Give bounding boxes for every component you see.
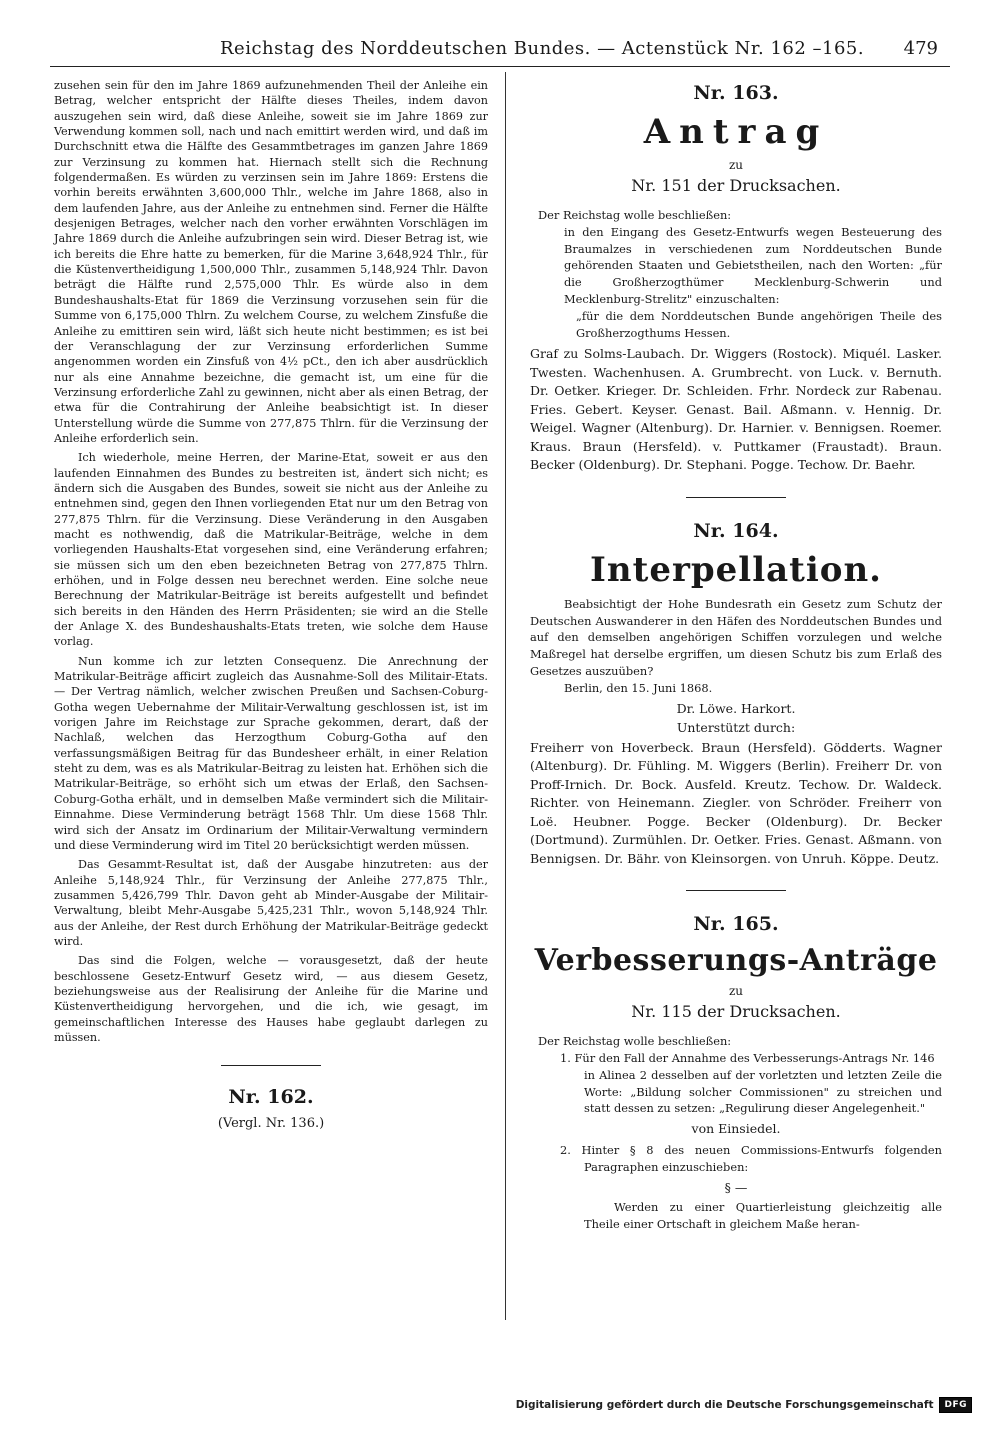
section-nr163: [530, 82, 942, 195]
motion-intro: Der Reichstag wolle beschließen:: [538, 208, 732, 222]
motion-item-2: 2. Hinter § 8 des neuen Commissions-Entwurfs folgenden Paragraphen einzuschieben:: [560, 1143, 942, 1174]
motion-quote: „für die dem Norddeutschen Bunde angehörigen Theile des Großherzogthums Hessen.: [576, 308, 942, 340]
section-number: Nr. 164.: [693, 519, 779, 542]
left-column: [54, 78, 488, 1135]
dfg-logo-icon: DFG: [939, 1397, 972, 1413]
page-number: 479: [903, 38, 938, 59]
left-paragraph: Das sind die Folgen, welche — vorausgesetzt, daß der heute beschlossene Gesetz-Entwurf Gesetz wird, — aus diesem Gesetz, beziehungsweise aus der Realisirung der Anleihe für die Marine und Küstenvertheidigung hervorgehen, und die ich, wie gesagt, im gemeinschaftlichen Interesse des Hauses habe geglaubt darlegen zu müssen.: [54, 954, 488, 1044]
supported-by: Unterstützt durch:: [676, 719, 796, 735]
place-date: Berlin, den 15. Juni 1868.: [564, 680, 713, 695]
section-reference: Nr. 115 der Drucksachen.: [631, 1002, 841, 1022]
section-nr164: [530, 520, 942, 590]
section-reference: Nr. 151 der Drucksachen.: [631, 176, 841, 195]
running-title: Reichstag des Norddeutschen Bundes. — Actenstück Nr. 162 –165.: [220, 38, 865, 59]
section-zu: zu: [728, 158, 744, 172]
section-nr165: [530, 913, 942, 1021]
page-header: [50, 36, 950, 67]
left-paragraph: zusehen sein für den im Jahre 1869 aufzunehmenden Theil der Anleihe ein Betrag, welcher entspricht der Hälfte dieses Theiles, indem davon auszugehen sein wird, daß diese Anleihe, soweit sie im Jahre 1869 zur Verwendung kommen soll, nach und nach emittirt werden wird, und daß im Durchschnitt etwa die Hälfte des Gesammtbetrages im ganzen Jahre 1869 zur Verzinsung zu kommen hat. Hiernach stellt sich die Rechnung folgendermaßen. Es würden zu verzinsen sein im Jahre 1869: Erstens die vorhin bereits erwähnten 3,600,000 Thlr., welche im Jahre 1868, also in dem laufenden Jahre, aus der Anleihe zu entnehmen sind. Ferner die Hälfte desjenigen Betrages, welcher nach den vorher erwähnten Vorschlägen im Jahre 1869 durch die Anleihe aufzubringen sein wird. Dieser Betrag ist, wie ich bereits die Ehre hatte zu bemerken, für die Marine 3,648,924 Thlr., für die Küstenvertheidigung 1,500,000 Thlr., zusammen 5,148,924 Thlr. Davon beträgt die Hälfte rund 2,575,000 Thlr. Es würde also in dem Bundeshaushalts-Etat für 1869 die Verzinsung vorzusehen sein für die Summe von 6,175,000 Thlrn. Zu welchem Course, zu welchem Zinsfuße die Anleihe zu emittiren sein wird, läßt sich heute nicht bestimmen; es ist bei der Veranschlagung der zur Verzinsung erforderlichen Summe angenommen worden ein Zinsfuß von 4½ pCt., den ich aber ausdrücklich nur als eine Annahme bezeichne, die gemacht ist, um eine für die Verzinsung erforderliche Zahl zu gewinnen, nicht aber als einen Betrag, der etwa für die Contrahirung der Anleihe beabsichtigt ist. In dieser Unterstellung würde die Summe von 277,875 Thlrn. für die Verzinsung der Anleihe erforderlich sein.: [54, 79, 488, 445]
column-divider: [505, 72, 506, 1320]
left-paragraph: Nun komme ich zur letzten Consequenz. Die Anrechnung der Matrikular-Beiträge afficirt zugleich das Ausnahme-Soll des Militair-Etats. — Der Vertrag nämlich, welcher zwischen Preußen und Sachsen-Coburg-Gotha wegen Uebernahme der Militair-Verwaltung geschlossen ist, ist im vorigen Jahre im Reichstage zur Sprache gekommen, derart, daß der Nachlaß, welchen das Herzogthum Coburg-Gotha auf den verfassungsmäßigen Beitrag für das Bundesheer erhält, in einer Relation steht zu dem, was es als Matrikular-Beitrag zu leisten hat. Erhöhen sich die Matrikular-Beiträge, so erhöht sich um etwas der Erlaß, den Sachsen-Coburg-Gotha erhält, und in demselben Maße vermindert sich die Militair-Einnahme. Diese Verminderung beträgt 1568 Thlr. Um diese 1568 Thlr. wird sich der Ansatz im Ordinarium der Militair-Verwaltung vermindern und diese Verminderung wird im Titel 20 berücksichtigt werden müssen.: [54, 654, 488, 852]
motion-item-1-author: von Einsiedel.: [691, 1121, 781, 1137]
paragraph-sign: § —: [724, 1179, 748, 1195]
section-number: Nr. 163.: [693, 82, 779, 104]
left-paragraph: Das Gesammt-Resultat ist, daß der Ausgabe hinzutreten: aus der Anleihe 5,148,924 Thlr., für Verzinsung der Anleihe 277,875 Thlr., zusammen 5,426,799 Thlr. Davon geht ab Minder-Ausgabe der Militair-Verwaltung, bleibt Mehr-Ausgabe 5,425,231 Thlr., wovon 5,148,924 Thlr. aus der Anleihe, der Rest durch Erhöhung der Matrikular-Beiträge gedeckt wird.: [54, 858, 488, 948]
motion-item-1-text: in Alinea 2 desselben auf der vorletzten und letzten Zeile die Worte: „Bildung solcher Commissionen" zu streichen und statt dessen zu setzen: „Regulirung dieser Angelegenheit.": [584, 1067, 942, 1116]
section-rule: [686, 890, 786, 891]
motion-item-1: 1. Für den Fall der Annahme des Verbesserungs-Antrags Nr. 146: [560, 1050, 935, 1065]
section-rule: [686, 497, 786, 498]
section-nr162: [54, 1086, 488, 1131]
supporters: Freiherr von Hoverbeck. Braun (Hersfeld). Gödderts. Wagner (Altenburg). Dr. Fühling. M. Wiggers (Berlin). Freiherr Dr. von Proff-Irnich. Dr. Bock. Ausfeld. Kreutz. Techow. Dr. Waldeck. Richter. von Heinemann. Ziegler. von Schröder. Freiherr von Loë. Heubner. Pogge. Becker (Oldenburg). Dr. Becker (Dortmund). Zurmühlen. Dr. Oetker. Fries. Genast. Aßmann. von Bennigsen. Dr. Bähr. von Kleinsorgen. von Unruh. Köppe. Deutz.: [530, 739, 942, 866]
section-rule: [221, 1065, 321, 1066]
signers: Graf zu Solms-Laubach. Dr. Wiggers (Rostock). Miquél. Lasker. Twesten. Wachenhusen. A. Grumbrecht. von Luck. v. Bernuth. Dr. Oetker. Krieger. Dr. Schleiden. Frhr. Nordeck zur Rabenau. Fries. Gebert. Keyser. Genast. Bail. Aßmann. v. Hennig. Dr. Weigel. Wagner (Altenburg). Dr. Harnier. v. Bennigsen. Roemer. Kraus. Braun (Hersfeld). v. Puttkamer (Fraustadt). Braun. Becker (Oldenburg). Dr. Stephani. Pogge. Techow. Dr. Baehr.: [530, 346, 942, 473]
section-title: Interpellation.: [590, 549, 882, 590]
left-paragraph: Ich wiederhole, meine Herren, der Marine-Etat, soweit er aus den laufenden Einnahmen des Bundes zu bestreiten ist, ändert sich nicht; es ändern sich die Ausgaben des Bundes, soweit sie nicht aus der Anleihe zu entnehmen sind, gegen den Ihnen vorliegenden Etat nur um den Betrag von 277,875 Thlrn. für die Verzinsung. Diese Veränderung in den Ausgaben macht es nothwendig, daß die Matrikular-Beiträge, welche in dem vorliegenden Haushalts-Etat vorgesehen sind, eine Veränderung erfahren; sie müssen sich um den eben bezeichneten Betrag von 277,875 Thlrn. erhöhen, und in Folge dessen neu berechnet werden. Eine solche neue Berechnung der Matrikular-Beiträge ist bereits aufgestellt und befindet sich bereits in den Händen des Herrn Präsidenten; sie wird an die Stelle der Anlage X. des Bundeshaushalts-Etats treten, wie solche dem Hause vorlag.: [54, 451, 488, 649]
section-zu: zu: [728, 984, 744, 999]
motion-intro: Der Reichstag wolle beschließen:: [538, 1034, 732, 1049]
interpellation-body: Beabsichtigt der Hohe Bundesrath ein Gesetz zum Schutz der Deutschen Auswanderer in den Häfen des Norddeutschen Bundes und auf den demselben angehörigen Schiffen vorzulegen und welche Maßregel hat derselbe ergriffen, um diesen Schutz bis zum Erlaß des Gesetzes auszuüben?: [530, 596, 942, 679]
right-column: [530, 78, 942, 1232]
authors: Dr. Löwe. Harkort.: [676, 700, 796, 716]
section-title: Antrag: [643, 112, 829, 152]
digitization-footer: [516, 1397, 972, 1413]
footer-text: Digitalisierung gefördert durch die Deutsche Forschungsgemeinschaft: [515, 1399, 934, 1411]
section-number: Nr. 165.: [693, 913, 779, 936]
motion-item-2-text: Werden zu einer Quartierleistung gleichzeitig alle Theile einer Ortschaft in gleichem Maße heran-: [584, 1199, 942, 1231]
section-number: Nr. 162.: [228, 1086, 314, 1109]
section-title: Verbesserungs-Anträge: [534, 943, 938, 979]
section-reference: (Vergl. Nr. 136.): [217, 1116, 325, 1132]
motion-body: in den Eingang des Gesetz-Entwurfs wegen Besteuerung des Braumalzes in verschiedenen zum Norddeutschen Bunde gehörenden Staaten und Gebietstheilen, nach den Worten: „für die Großherzogthümer Mecklenburg-Schwerin und Mecklenburg-Strelitz" einzuschalten:: [564, 224, 942, 306]
